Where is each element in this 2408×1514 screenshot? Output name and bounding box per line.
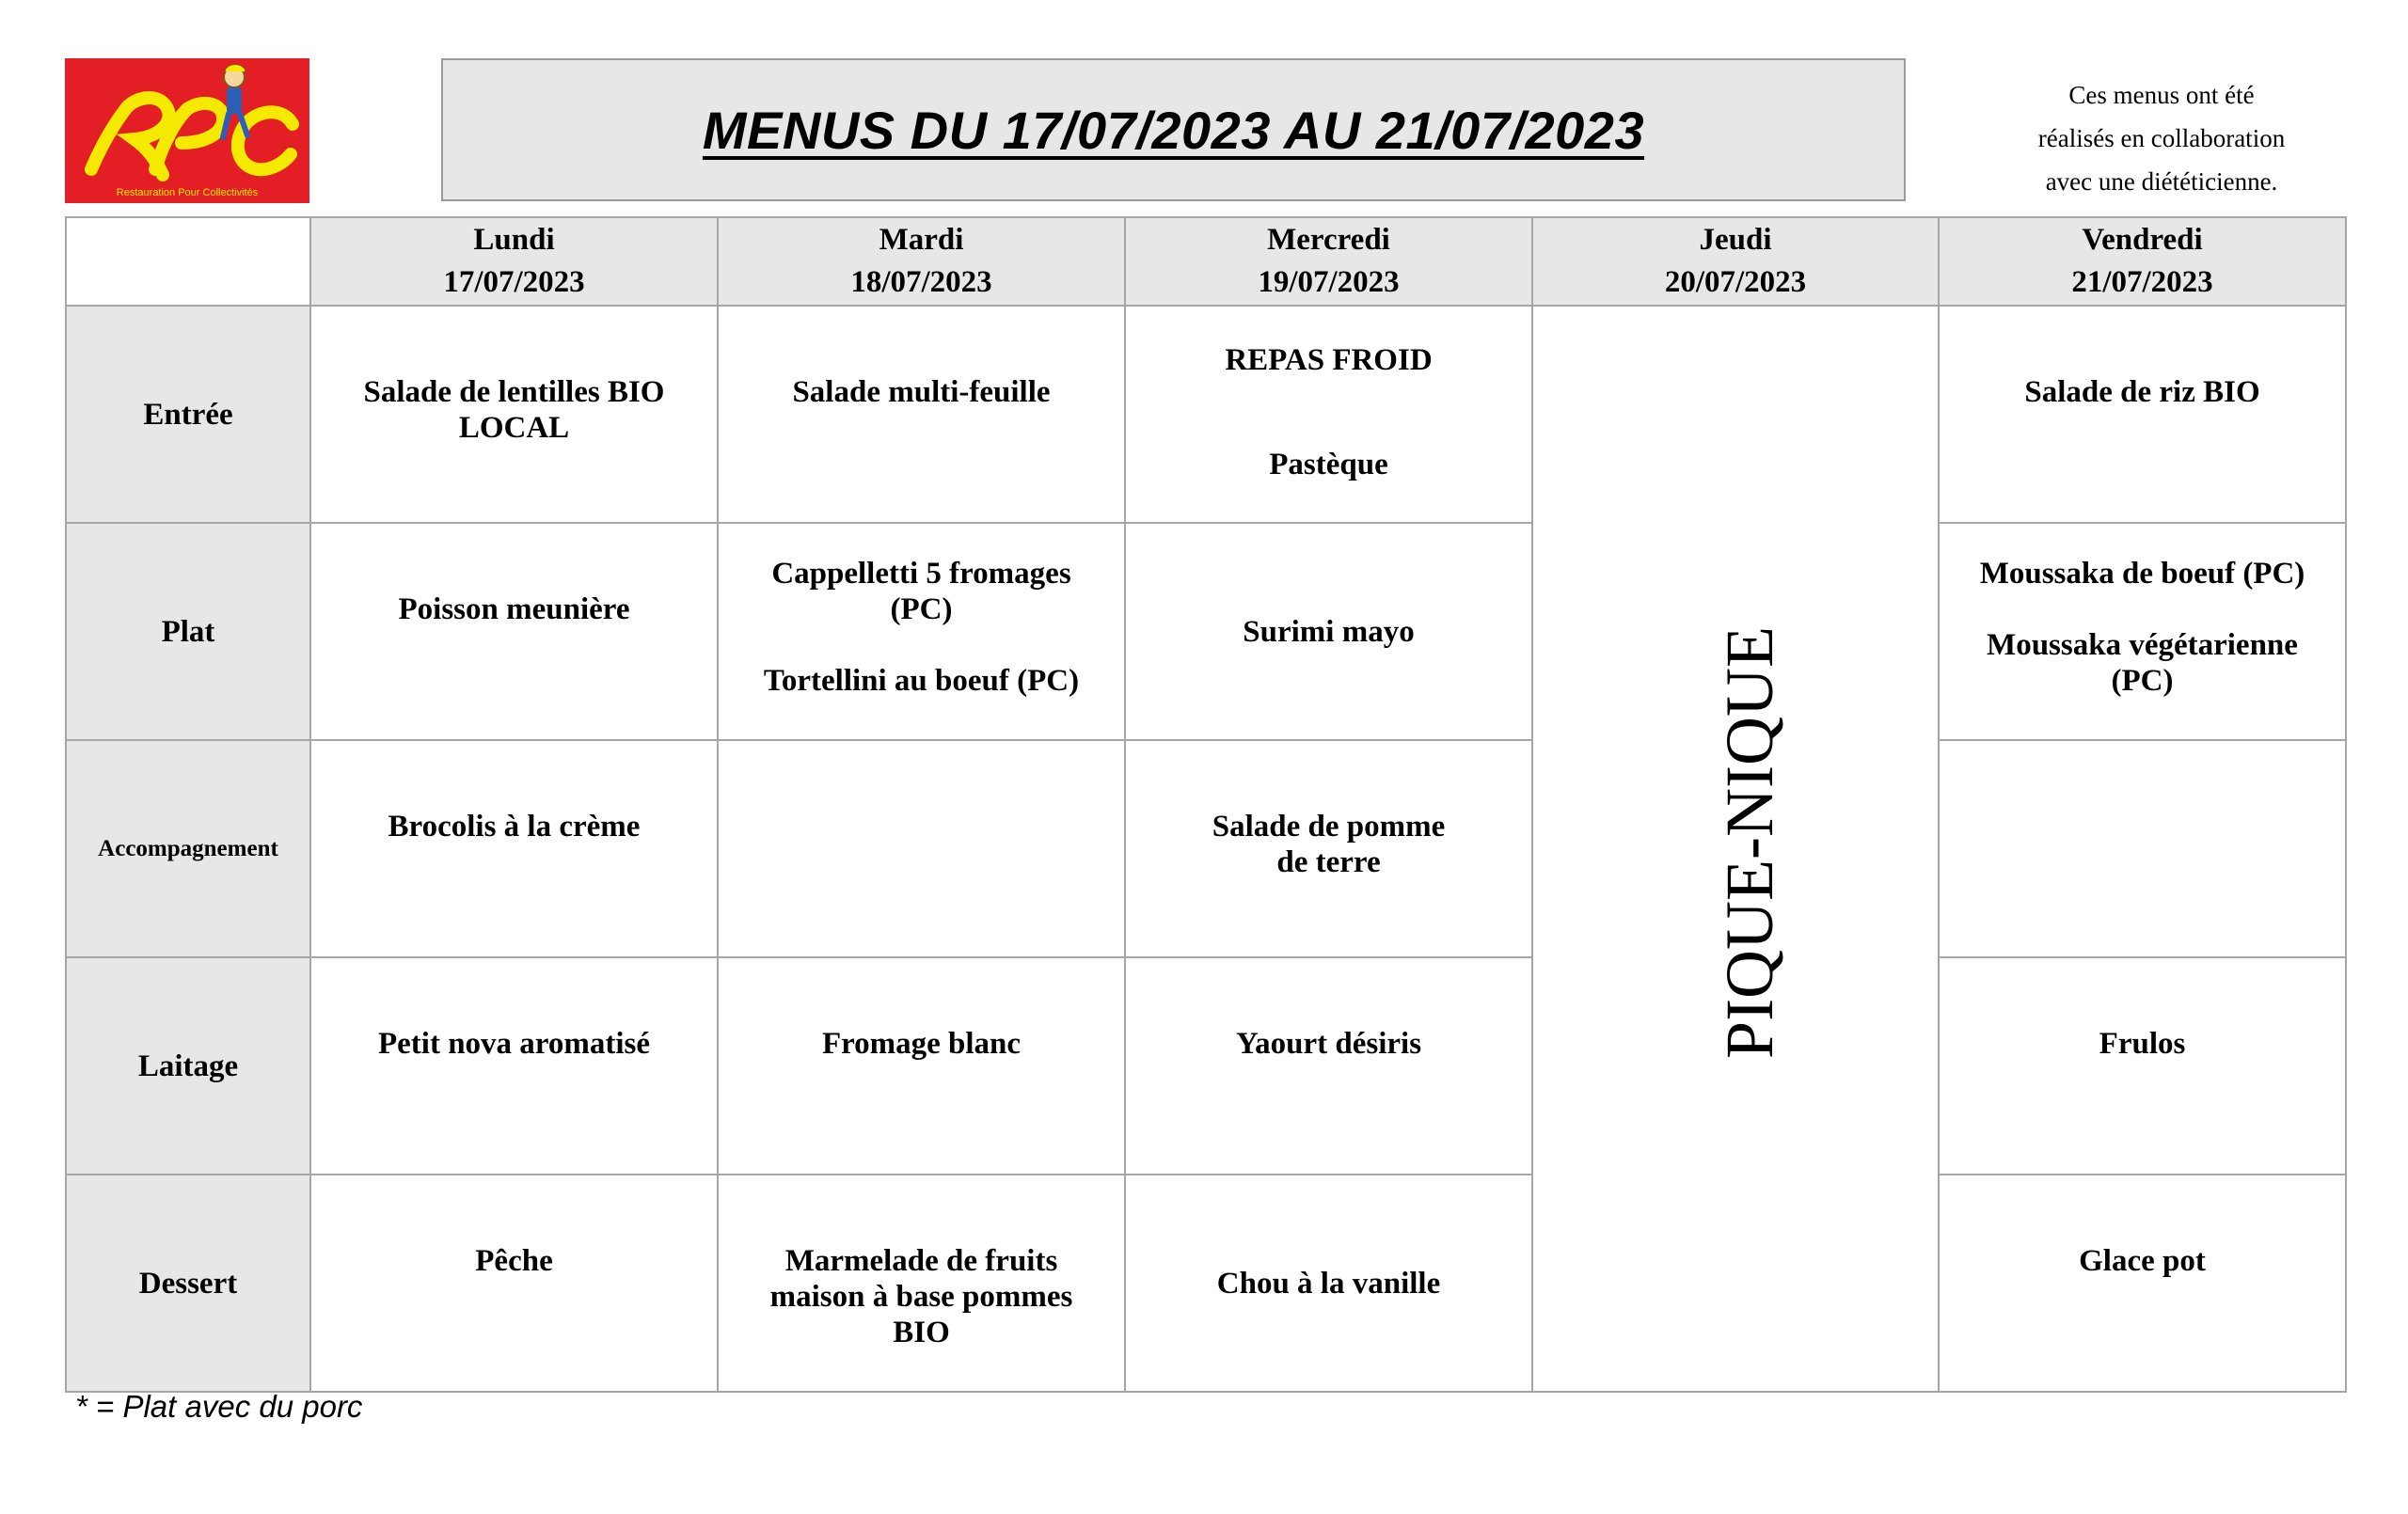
day-name: Jeudi	[1699, 223, 1772, 257]
menu-cell: Fromage blanc	[718, 957, 1125, 1175]
menu-cell: REPAS FROID Pastèque	[1125, 306, 1532, 523]
table-row-entree	[66, 306, 2346, 523]
day-header-vendredi	[1939, 217, 2346, 306]
pique-nique-label: PIQUE-NIQUE	[1711, 625, 1787, 1059]
menu-cell: Salade de riz BIO	[1939, 306, 2346, 523]
note-line: avec une diététicienne.	[2045, 167, 2278, 196]
table-row-dessert	[66, 1175, 2346, 1392]
corner-cell	[66, 217, 310, 306]
menu-cell: Frulos	[1939, 957, 2346, 1175]
menu-cell: Salade multi-feuille	[718, 306, 1125, 523]
table-row-accompagnement	[66, 740, 2346, 957]
jeudi-special-cell	[1532, 306, 1939, 1392]
rpc-logo	[65, 58, 309, 203]
menu-cell: Pêche	[310, 1175, 718, 1392]
note-line: réalisés en collaboration	[2037, 124, 2286, 152]
row-label: Laitage	[66, 957, 310, 1175]
day-date: 21/07/2023	[2071, 265, 2213, 299]
day-date: 19/07/2023	[1258, 265, 1400, 299]
day-name: Lundi	[473, 223, 555, 257]
menu-cell: Glace pot	[1939, 1175, 2346, 1392]
menu-cell: Marmelade de fruits maison à base pommes BIO	[718, 1175, 1125, 1392]
day-date: 20/07/2023	[1664, 265, 1807, 299]
menu-cell: Yaourt désiris	[1125, 957, 1532, 1175]
day-header-jeudi	[1532, 217, 1939, 306]
table-row-plat	[66, 523, 2346, 740]
title-box	[441, 58, 1906, 201]
row-label: Plat	[66, 523, 310, 740]
logo-graphic	[65, 58, 309, 203]
day-date: 17/07/2023	[443, 265, 585, 299]
page-title: MENUS DU 17/07/2023 AU 21/07/2023	[702, 100, 1645, 160]
menu-cell: Salade de pomme de terre	[1125, 740, 1532, 957]
note-line: Ces menus ont été	[2068, 81, 2255, 109]
menu-cell: Chou à la vanille	[1125, 1175, 1532, 1392]
menu-cell: Poisson meunière	[310, 523, 718, 740]
day-name: Mardi	[879, 223, 964, 257]
menu-cell: Cappelletti 5 fromages (PC) Tortellini au boeuf (PC)	[718, 523, 1125, 740]
day-header-mardi	[718, 217, 1125, 306]
table-row-laitage	[66, 957, 2346, 1175]
menu-cell-empty	[1939, 740, 2346, 957]
menu-cell: Petit nova aromatisé	[310, 957, 718, 1175]
menu-table	[65, 216, 2347, 1393]
day-header-lundi	[310, 217, 718, 306]
menu-cell-empty	[718, 740, 1125, 957]
row-label: Dessert	[66, 1175, 310, 1392]
day-date: 18/07/2023	[850, 265, 992, 299]
dietitian-note	[1973, 73, 2350, 203]
menu-cell: Salade de lentilles BIO LOCAL	[310, 306, 718, 523]
row-label: Accompagnement	[66, 740, 310, 957]
menu-cell: Surimi mayo	[1125, 523, 1532, 740]
menu-cell: Moussaka de boeuf (PC) Moussaka végétarienne (PC)	[1939, 523, 2346, 740]
header-row	[66, 217, 2346, 306]
pork-footnote: * = Plat avec du porc	[75, 1389, 363, 1424]
day-name: Mercredi	[1267, 223, 1390, 257]
day-header-mercredi	[1125, 217, 1532, 306]
row-label: Entrée	[66, 306, 310, 523]
logo-subtitle: Restauration Pour Collectivités	[116, 187, 259, 198]
menu-cell: Brocolis à la crème	[310, 740, 718, 957]
day-name: Vendredi	[2082, 223, 2203, 257]
